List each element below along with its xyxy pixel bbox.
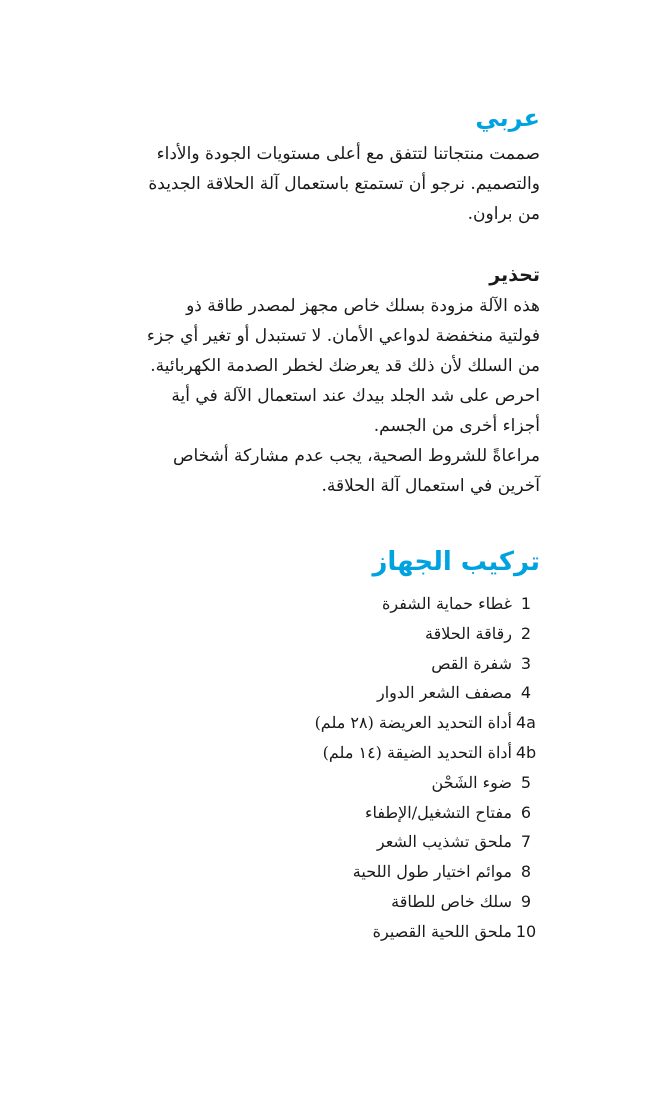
list-item — [140, 708, 540, 738]
part-label: شفرة القص — [431, 653, 512, 673]
part-label: ضوء الشَحْن — [431, 772, 512, 792]
list-item — [140, 798, 540, 828]
part-label: مفتاح التشغيل/الإطفاء — [364, 802, 512, 822]
list-item — [140, 768, 540, 798]
arabic-intro-block — [140, 103, 540, 229]
list-item — [140, 917, 540, 947]
part-label: سلك خاص للطاقة — [391, 891, 512, 911]
device-description-title: تركيب الجهاز — [372, 547, 540, 577]
list-item — [140, 589, 540, 619]
part-number: 4 — [520, 683, 532, 703]
part-label: ملحق تشذيب الشعر — [376, 832, 512, 852]
language-title: عربي — [475, 104, 540, 132]
part-number: 4a — [516, 713, 536, 733]
part-label: غطاء حماية الشفرة — [381, 594, 512, 613]
warning-title: تحذير — [489, 264, 540, 286]
part-label: أداة التحديد الضيقة (١٤ ملم) — [322, 742, 512, 762]
list-item — [140, 827, 540, 857]
list-item — [140, 619, 540, 649]
part-number: 3 — [520, 653, 532, 673]
part-number: 1 — [520, 594, 532, 613]
part-number: 4b — [515, 742, 537, 762]
part-label: موائم اختيار طول اللحية — [352, 862, 512, 882]
warning-paragraph-2: احرص على شد الجلد بيدك عند استعمال الآلة في أية أجزاء أخرى من الجسم. — [171, 386, 540, 436]
warning-block — [140, 262, 540, 501]
list-item — [140, 678, 540, 708]
warning-paragraph-1: هذه الآلة مزودة بسلك خاص مجهز لمصدر طاقة ذو فولتية منخفضة لدواعي الأمان. لا تستبدل أو تغير أي جزء من السلك لأن ذلك قد يعرضك لخطر الصدمة الكهربائية. — [146, 296, 540, 376]
part-label: رقاقة الحلاقة — [425, 623, 512, 643]
part-number: 9 — [520, 891, 532, 911]
part-number: 7 — [520, 832, 532, 852]
part-number: 6 — [520, 802, 532, 822]
list-item — [140, 887, 540, 917]
part-number: 5 — [520, 772, 532, 792]
part-label: أداة التحديد العريضة (٢٨ ملم) — [314, 713, 512, 733]
part-number: 10 — [515, 921, 537, 941]
part-number: 2 — [520, 623, 532, 643]
part-label: ملحق اللحية القصيرة — [372, 921, 512, 941]
part-number: 8 — [520, 862, 532, 882]
warning-paragraph-3: مراعاةً للشروط الصحية، يجب عدم مشاركة أشخاص آخرين في استعمال آلة الحلاقة. — [172, 446, 540, 496]
device-description-block — [140, 545, 540, 947]
intro-paragraph: صممت منتجاتنا لتتفق مع أعلى مستويات الجودة والأداء والتصميم. نرجو أن تستمتع باستعمال آلة الحلاقة الجديدة من براون. — [148, 144, 540, 224]
list-item — [140, 857, 540, 887]
list-item — [140, 738, 540, 768]
part-label: مصفف الشعر الدوار — [376, 683, 512, 703]
parts-list — [140, 589, 540, 947]
list-item — [140, 649, 540, 679]
